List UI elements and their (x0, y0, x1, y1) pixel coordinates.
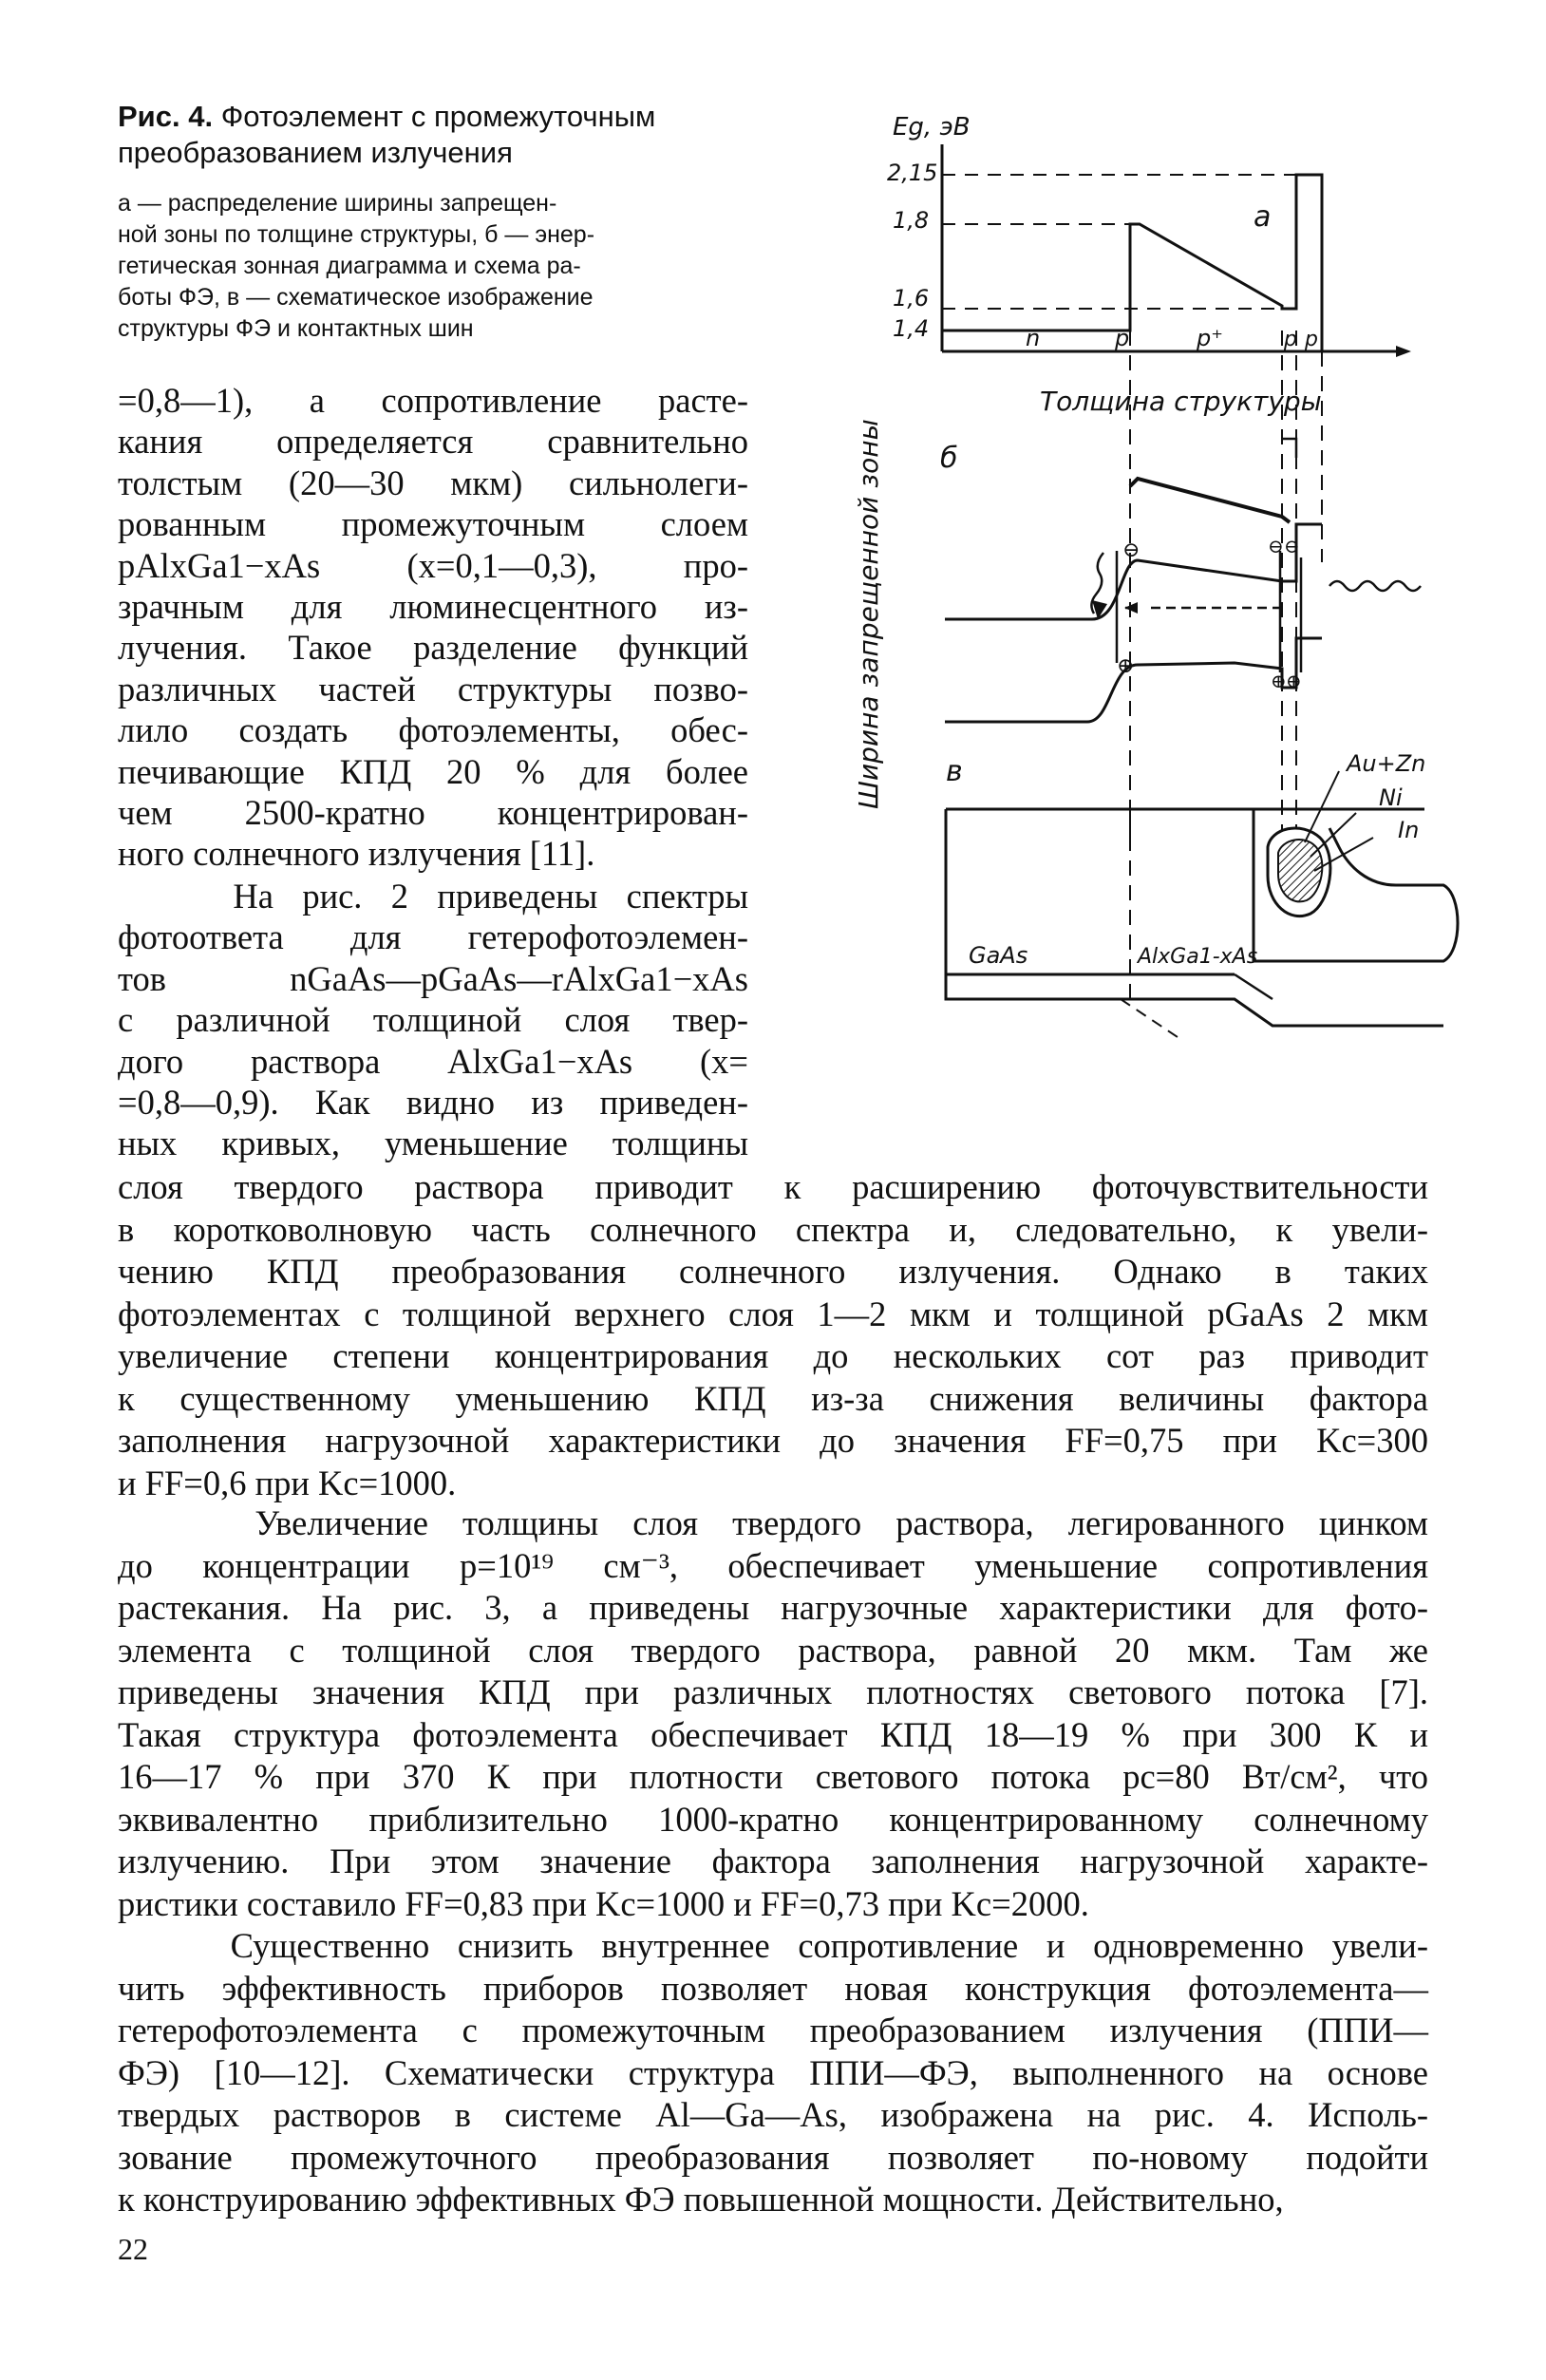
text-line: фотоответа для гетерофотоэлемен- (118, 917, 748, 957)
page-number: 22 (118, 2232, 148, 2266)
text-line: чем 2500-кратно концентрирован- (118, 793, 748, 833)
text-line: к конструированию эффективных ФЭ повышенной мощности. Действительно, (118, 2180, 1284, 2219)
electron-icon: ⊖ (1268, 537, 1284, 557)
material-label-algaas: AlxGa1-xAs (1138, 945, 1258, 969)
figure-caption-title-line2: преобразованием излучения (118, 136, 513, 169)
text-line: различных частей структуры позво- (118, 669, 748, 708)
text-line: лучения. Такое разделение функций (118, 628, 748, 668)
leader-line (1305, 771, 1339, 842)
top-layer-conduction-band (1130, 479, 1290, 522)
contact-label: Au+Zn (1347, 750, 1426, 777)
structure-bottom-edge (946, 809, 1443, 1026)
caption-desc-line: ной зоны по толщине структуры, б — энер- (118, 221, 595, 248)
hole-icon: ⊕ (1286, 671, 1302, 692)
incident-light-wave-icon (1329, 581, 1421, 591)
valence-band-edge (945, 638, 1322, 722)
wide-paragraph-1 (118, 1166, 1428, 1504)
text-line: лило создать фотоэлементы, обес- (118, 710, 748, 750)
text-line: =0,8—0,9). Как видно из приведен- (118, 1083, 748, 1123)
panel-b-band-diagram (940, 439, 1421, 722)
material-label-gaas: GaAs (969, 942, 1028, 969)
region-label: p (1115, 325, 1130, 351)
y-tick-label: 1,4 (893, 315, 930, 342)
caption-desc-line: боты ФЭ, в — схематическое изображение (118, 284, 594, 311)
x-axis-label: Толщина структуры (1040, 386, 1322, 417)
figure-caption-title-line1: Фотоэлемент с промежуточным (220, 100, 656, 133)
y-tick-label: 1,6 (893, 285, 930, 312)
hole-icon: ⊕ (1117, 653, 1135, 677)
text-line: к существенному уменьшению КПД из-за снижения величины фактора (118, 1378, 1428, 1418)
figure-caption-description (118, 188, 726, 345)
text-line: растекания. На рис. 3, а приведены нагрузочные характеристики для фото- (118, 1588, 1428, 1627)
caption-desc-line: структуры ФЭ и контактных шин (118, 315, 474, 342)
electron-icon: ⊖ (1122, 538, 1141, 561)
narrow-paragraph-2 (118, 876, 748, 1164)
bracket-icon (1282, 439, 1296, 458)
text-line: чить эффективность приборов позволяет новая конструкция фотоэлемента— (118, 1968, 1428, 2008)
narrow-paragraph-1 (118, 380, 748, 875)
figure-caption-label: Рис. 4. (118, 100, 214, 133)
caption-desc-line: гетическая зонная диаграмма и схема ра- (118, 253, 581, 279)
text-line: приведены значения КПД при различных плотностях светового потока [7]. (118, 1672, 1428, 1711)
text-line: ного солнечного излучения [11]. (118, 834, 595, 874)
text-line: зование промежуточного преобразования позволяет по-новому подойти (118, 2137, 1428, 2177)
text-line: печивающие КПД 20 % для более (118, 751, 748, 791)
text-line: излучению. При этом значение фактора заполнения нагрузочной характе- (118, 1842, 1428, 1880)
region-label: p⁺ (1197, 325, 1223, 351)
y-axis-label: Eg, эВ (893, 113, 971, 142)
text-line: чению КПД преобразования солнечного излучения. Однако в таких (118, 1252, 1428, 1291)
text-line: заполнения нагрузочной характеристики до значения FF=0,75 при Kc=300 (118, 1421, 1428, 1460)
y-tick-label: 1,8 (893, 207, 930, 234)
text-line: =0,8—1), а сопротивление расте- (118, 381, 748, 420)
text-line: элемента с толщиной слоя твердого раствора, равной 20 мкм. Там же (118, 1630, 1428, 1670)
text-line: Существенно снизить внутреннее сопротивление и одновременно увели- (118, 1926, 1428, 1965)
wide-paragraph-3 (118, 1925, 1428, 2221)
text-line: кания определяется сравнительно (118, 422, 748, 462)
wide-paragraph-2 (118, 1502, 1428, 1925)
panel-b-label: б (940, 442, 958, 475)
text-line: тов nGaAs—pGaAs—rAlxGa1−xAs (118, 958, 748, 998)
text-line: твердых растворов в системе Al—Ga—As, изображена на рис. 4. Исполь- (118, 2095, 1428, 2134)
text-line: ных кривых, уменьшение толщины (118, 1124, 748, 1163)
vertical-axis-label: Ширина запрещенной зоны (853, 419, 884, 809)
structure-layer-line (1235, 974, 1273, 999)
text-line: рованным промежуточным слоем (118, 504, 748, 544)
figure-caption-title (118, 99, 745, 171)
text-line: увеличение степени концентрирования до нескольких сот раз приводит (118, 1336, 1428, 1375)
text-line: На рис. 2 приведены спектры (118, 877, 748, 916)
panel-c-label: в (946, 755, 963, 788)
text-line: зрачным для люминесцентного из- (118, 587, 748, 627)
text-line: дого раствора AlxGa1−xAs (x= (118, 1041, 748, 1081)
text-line: pAlxGa1−xAs (x=0,1—0,3), про- (118, 545, 748, 585)
text-line: с различной толщиной слоя твер- (118, 1000, 748, 1040)
region-label: n (1026, 325, 1041, 351)
contact-label: Ni (1379, 784, 1403, 811)
text-line: эквивалентно приблизительно 1000-кратно концентрированному солнечному (118, 1799, 1428, 1839)
text-line: ФЭ) [10—12]. Схематически структура ППИ—ФЭ, выполненного на основе (118, 2052, 1428, 2092)
text-line: Такая структура фотоэлемента обеспечивает КПД 18—19 % при 300 К и (118, 1714, 1428, 1754)
text-line: ристики составило FF=0,83 при Kc=1000 и FF=0,73 при Kc=2000. (118, 1883, 1089, 1923)
text-line: слоя твердого раствора приводит к расширению фоточувствительности (118, 1167, 1428, 1206)
hidden-edge (1121, 999, 1178, 1037)
text-line: 16—17 % при 370 К при плотности светового потока pc=80 Вт/см², что (118, 1757, 1428, 1796)
caption-desc-line: а — распределение ширины запрещен- (118, 190, 557, 217)
x-axis-arrow (1396, 346, 1411, 357)
region-label: p (1284, 328, 1297, 351)
region-label: p (1305, 328, 1318, 351)
figure-4-diagram (836, 106, 1462, 1142)
text-line: и FF=0,6 при Kc=1000. (118, 1463, 457, 1502)
text-line: до концентрации p=10¹⁹ см⁻³, обеспечивает уменьшение сопротивления (118, 1545, 1428, 1585)
hole-icon: ⊕ (1271, 671, 1287, 692)
contact-label: In (1398, 817, 1420, 843)
y-tick-label: 2,15 (887, 160, 938, 186)
panel-c-structure (946, 750, 1458, 1037)
text-line: в коротковолновую часть солнечного спектра и, следовательно, к увели- (118, 1209, 1428, 1249)
text-line: толстым (20—30 мкм) сильнолеги- (118, 463, 748, 502)
text-line: Увеличение толщины слоя твердого раствора, легированного цинком (118, 1503, 1428, 1542)
panel-a-label: а (1254, 200, 1272, 234)
electron-icon: ⊖ (1284, 537, 1300, 557)
text-line: фотоэлементах с толщиной верхнего слоя 1—2 мкм и толщиной pGaAs 2 мкм (118, 1294, 1428, 1333)
text-line: гетерофотоэлемента с промежуточным преобразованием излучения (ППИ— (118, 2011, 1428, 2049)
